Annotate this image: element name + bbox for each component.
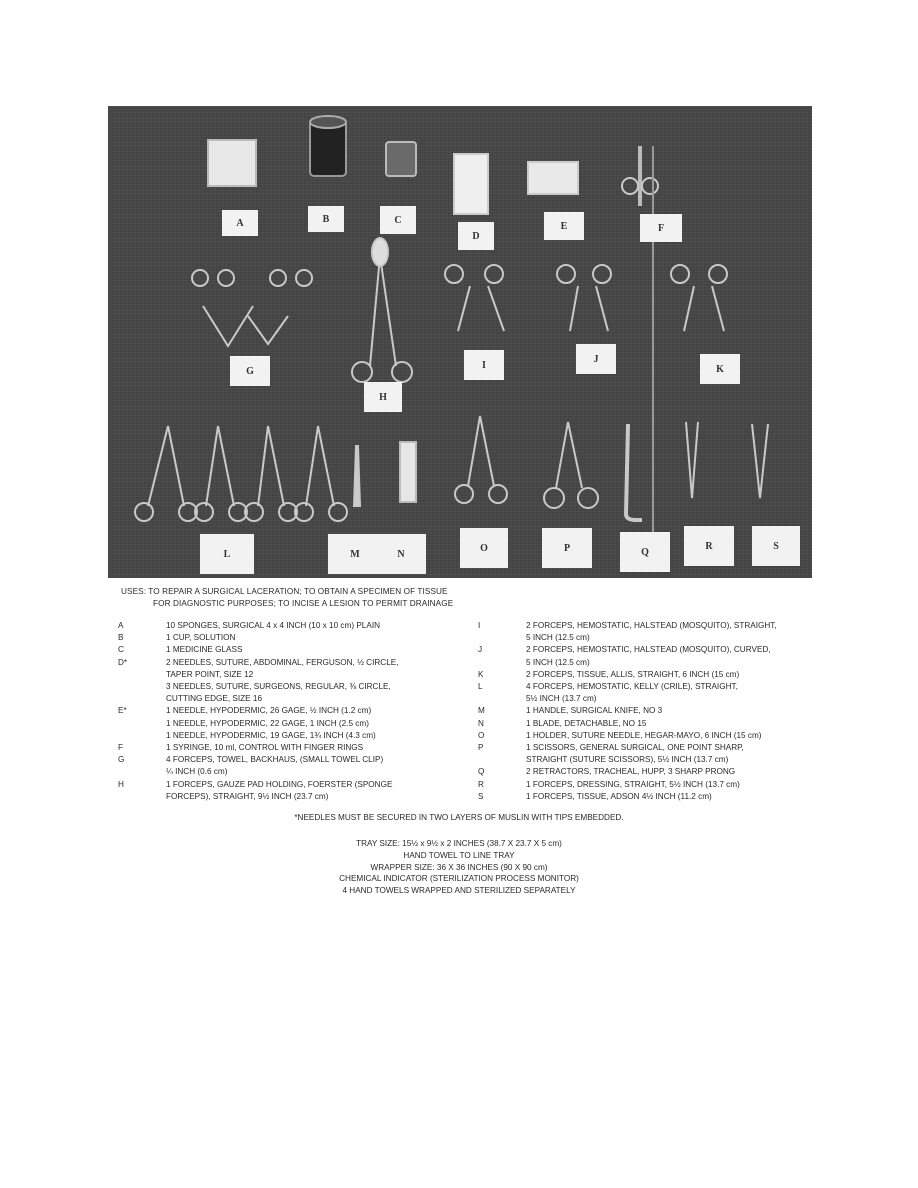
item-text: 1 CUP, SOLUTION bbox=[166, 633, 236, 643]
item-letter: R bbox=[478, 779, 484, 789]
label-card-g: G bbox=[230, 356, 270, 386]
item-text: 1 MEDICINE GLASS bbox=[166, 645, 243, 655]
list-item-s bbox=[478, 791, 818, 803]
label-card-p: P bbox=[542, 528, 592, 568]
list-item-d bbox=[118, 657, 468, 706]
item-text: FORCEPS), STRAIGHT, 9½ INCH (23.7 cm) bbox=[166, 791, 329, 801]
item-text: TAPER POINT, SIZE 12 bbox=[166, 669, 254, 679]
label-card-q: Q bbox=[620, 532, 670, 572]
item-letter: D* bbox=[118, 657, 128, 667]
label-card-n: N bbox=[376, 534, 426, 574]
knife-handle-image bbox=[354, 446, 360, 506]
sponge-forceps-image bbox=[352, 238, 412, 382]
item-list-left bbox=[118, 620, 468, 803]
wrapper-size: WRAPPER SIZE: 36 X 36 INCHES (90 X 90 cm) bbox=[370, 862, 548, 872]
needle-note: *NEEDLES MUST BE SECURED IN TWO LAYERS OF MUSLIN WITH TIPS EMBEDDED. bbox=[294, 813, 624, 822]
item-text: 10 SPONGES, SURGICAL 4 x 4 INCH (10 x 10 cm) PLAIN bbox=[166, 621, 381, 630]
item-text: 2 NEEDLES, SUTURE, ABDOMINAL, FERGUSON, ½ CIRCLE, bbox=[166, 657, 399, 667]
item-text: 1 HOLDER, SUTURE NEEDLE, HEGAR-MAYO, 6 INCH (15 cm) bbox=[526, 730, 762, 740]
item-letter: E* bbox=[118, 706, 127, 716]
list-item-c bbox=[118, 644, 468, 656]
uses-line-2: FOR DIAGNOSTIC PURPOSES; TO INCISE A LESION TO PERMIT DRAINAGE bbox=[153, 599, 454, 608]
item-letter: C bbox=[118, 645, 124, 655]
dressing-forceps-image bbox=[686, 422, 698, 498]
blade-pack-image bbox=[400, 442, 416, 502]
adson-forceps-image bbox=[752, 424, 768, 498]
list-item-m bbox=[478, 705, 818, 717]
label-card-k: K bbox=[700, 354, 740, 384]
list-item-n bbox=[478, 718, 818, 730]
item-letter: N bbox=[478, 718, 484, 728]
item-text: 1 FORCEPS, DRESSING, STRAIGHT, 5½ INCH (13.7 cm) bbox=[526, 779, 740, 789]
list-item-e bbox=[118, 705, 468, 742]
item-text: 1 FORCEPS, TISSUE, ADSON 4½ INCH (11.2 cm) bbox=[526, 791, 712, 801]
item-letter: M bbox=[478, 706, 485, 716]
list-item-j bbox=[478, 644, 818, 668]
item-letter: F bbox=[118, 743, 124, 753]
item-text: 2 FORCEPS, HEMOSTATIC, HALSTEAD (MOSQUITO), STRAIGHT, bbox=[526, 621, 777, 630]
item-letter: L bbox=[478, 682, 483, 692]
item-text: 2 FORCEPS, TISSUE, ALLIS, STRAIGHT, 6 INCH (15 cm) bbox=[526, 669, 740, 679]
item-letter: P bbox=[478, 743, 484, 753]
allis-forceps-image bbox=[671, 265, 727, 331]
hemostats-i-image bbox=[445, 265, 504, 331]
label-card-d: D bbox=[458, 222, 494, 250]
instrument-drawings bbox=[108, 106, 812, 578]
item-text: 1 HANDLE, SURGICAL KNIFE, NO 3 bbox=[526, 706, 663, 716]
hypodermic-card-image bbox=[528, 162, 578, 194]
item-letter: J bbox=[478, 645, 483, 655]
scissors-image bbox=[544, 422, 598, 508]
item-text: 2 FORCEPS, HEMOSTATIC, HALSTEAD (MOSQUITO), CURVED, bbox=[526, 645, 771, 655]
list-item-i bbox=[478, 620, 818, 644]
item-text: 5 INCH (12.5 cm) bbox=[526, 633, 590, 643]
chemical-indicator: CHEMICAL INDICATOR (STERILIZATION PROCESS MONITOR) bbox=[339, 874, 579, 884]
item-text: ¼ INCH (0.6 cm) bbox=[166, 767, 228, 777]
list-item-f bbox=[118, 742, 468, 754]
item-text: 2 RETRACTORS, TRACHEAL, HUPP, 3 SHARP PRONG bbox=[526, 767, 736, 777]
item-text: 5½ INCH (13.7 cm) bbox=[526, 694, 597, 704]
label-card-i: I bbox=[464, 350, 504, 380]
list-item-p bbox=[478, 742, 818, 766]
needle-holder-image bbox=[455, 416, 507, 503]
towel-clamps-image bbox=[192, 270, 312, 346]
tray-size: TRAY SIZE: 15½ x 9½ x 2 INCHES (38.7 X 23.7 X 5 cm) bbox=[356, 839, 562, 848]
list-item-l bbox=[478, 681, 818, 705]
item-text: 1 NEEDLE, HYPODERMIC, 19 GAGE, 1¾ INCH (4.3 cm) bbox=[166, 730, 376, 740]
list-item-g bbox=[118, 754, 468, 778]
label-card-e: E bbox=[544, 212, 584, 240]
item-text: 1 FORCEPS, GAUZE PAD HOLDING, FOERSTER (SPONGE bbox=[166, 779, 393, 789]
instrument-photo bbox=[108, 106, 812, 578]
item-letter: A bbox=[118, 621, 124, 630]
hemostats-j-image bbox=[557, 265, 611, 331]
item-text: 4 FORCEPS, HEMOSTATIC, KELLY (CRILE), STRAIGHT, bbox=[526, 682, 738, 692]
list-item-r bbox=[478, 779, 818, 791]
item-text: CUTTING EDGE, SIZE 16 bbox=[166, 694, 262, 704]
needle-pack-image bbox=[454, 154, 488, 214]
label-card-j: J bbox=[576, 344, 616, 374]
item-text: 1 NEEDLE, HYPODERMIC, 26 GAGE, ½ INCH (1.2 cm) bbox=[166, 706, 372, 716]
item-text: 1 BLADE, DETACHABLE, NO 15 bbox=[526, 718, 647, 728]
list-item-k bbox=[478, 669, 818, 681]
uses-statement bbox=[121, 586, 453, 610]
tray-specs bbox=[0, 838, 918, 897]
list-item-o bbox=[478, 730, 818, 742]
item-text: 1 SCISSORS, GENERAL SURGICAL, ONE POINT SHARP, bbox=[526, 743, 744, 753]
list-item-a bbox=[118, 620, 468, 632]
medicine-glass-image bbox=[386, 142, 416, 176]
item-text: STRAIGHT (SUTURE SCISSORS), 5½ INCH (13.7 cm) bbox=[526, 755, 729, 765]
item-letter: O bbox=[478, 730, 485, 740]
item-letter: H bbox=[118, 779, 124, 789]
list-item-q bbox=[478, 766, 818, 778]
item-text: 1 NEEDLE, HYPODERMIC, 22 GAGE, 1 INCH (2.5 cm) bbox=[166, 718, 369, 728]
label-card-o: O bbox=[460, 528, 508, 568]
label-card-f: F bbox=[640, 214, 682, 242]
label-card-s: S bbox=[752, 526, 800, 566]
item-text: 5 INCH (12.5 cm) bbox=[526, 657, 590, 667]
item-letter: B bbox=[118, 633, 124, 643]
label-card-a: A bbox=[222, 210, 258, 236]
item-letter: I bbox=[478, 621, 481, 630]
item-letter: G bbox=[118, 755, 125, 765]
label-card-c: C bbox=[380, 206, 416, 234]
label-card-b: B bbox=[308, 206, 344, 232]
item-letter: K bbox=[478, 669, 484, 679]
item-text: 1 SYRINGE, 10 ml, CONTROL WITH FINGER RINGS bbox=[166, 743, 364, 753]
list-item-b bbox=[118, 632, 468, 644]
item-letter: Q bbox=[478, 767, 485, 777]
hand-towels: 4 HAND TOWELS WRAPPED AND STERILIZED SEPARATELY bbox=[342, 886, 576, 896]
kelly-forceps-image bbox=[135, 426, 347, 521]
retractor-image bbox=[626, 424, 642, 520]
item-text: 4 FORCEPS, TOWEL, BACKHAUS, (SMALL TOWEL CLIP) bbox=[166, 755, 384, 765]
tray-towel: HAND TOWEL TO LINE TRAY bbox=[403, 850, 515, 860]
label-card-h: H bbox=[364, 382, 402, 412]
label-card-l: L bbox=[200, 534, 254, 574]
item-text: 3 NEEDLES, SUTURE, SURGEONS, REGULAR, ⅜ CIRCLE, bbox=[166, 682, 391, 692]
item-list-right bbox=[478, 620, 818, 803]
list-item-h bbox=[118, 779, 468, 803]
item-letter: S bbox=[478, 791, 484, 801]
uses-line-1: USES: TO REPAIR A SURGICAL LACERATION; TO OBTAIN A SPECIMEN OF TISSUE bbox=[121, 587, 448, 596]
sponges-image bbox=[208, 140, 256, 186]
label-card-r: R bbox=[684, 526, 734, 566]
label-card-m: M bbox=[328, 534, 382, 574]
